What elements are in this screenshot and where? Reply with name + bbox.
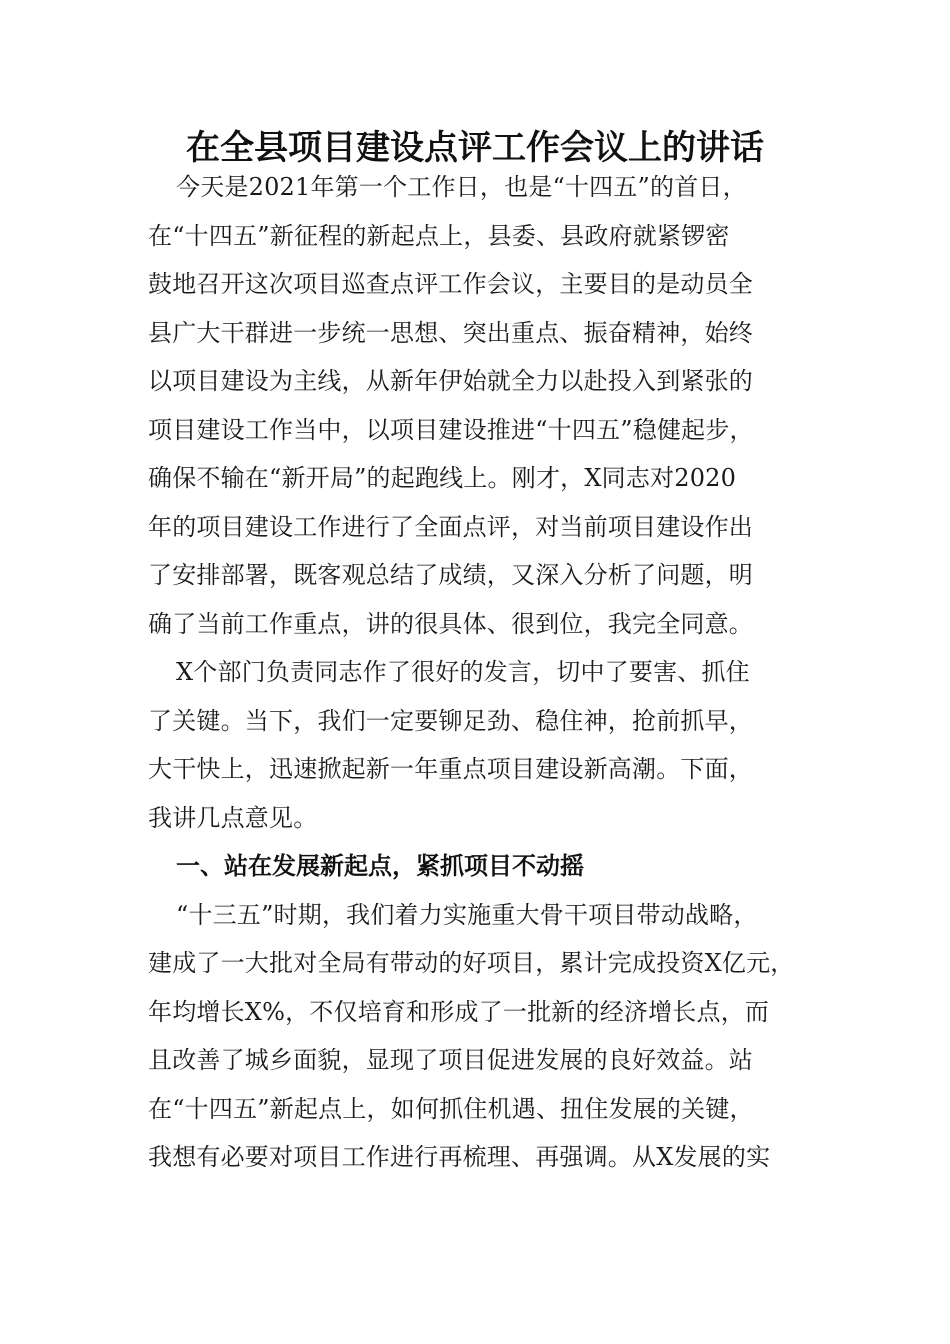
section-1-heading: 一、站在发展新起点，紧抓项目不动摇 [176, 852, 584, 880]
paragraph-1-line-8: 年的项目建设工作进行了全面点评，对当前项目建设作出 [148, 512, 753, 541]
paragraph-1-line-1: 今天是2021年第一个工作日，也是“十四五”的首日， [176, 173, 747, 201]
paragraph-1-line-4: 县广大干群进一步统一思想、突出重点、振奋精神，始终 [148, 318, 753, 347]
paragraph-1-line-5: 以项目建设为主线，从新年伊始就全力以赴投入到紧张的 [148, 367, 753, 395]
paragraph-3-line-2: 建成了一大批对全局有带动的好项目，累计完成投资X亿元， [148, 949, 795, 977]
paragraph-1-line-7: 确保不输在“新开局”的起跑线上。刚才，X同志对2020 [148, 464, 737, 492]
document-title: 在全县项目建设点评工作会议上的讲话 [186, 128, 764, 168]
paragraph-3-line-5: 在“十四五”新起点上，如何抓住机遇、扭住发展的关键， [148, 1094, 754, 1123]
paragraph-1-line-3: 鼓地召开这次项目巡查点评工作会议，主要目的是动员全 [148, 270, 753, 298]
paragraph-3-line-3: 年均增长X%，不仅培育和形成了一批新的经济增长点，而 [148, 997, 770, 1026]
paragraph-3-line-1: “十三五”时期，我们着力实施重大骨干项目带动战略， [176, 900, 758, 929]
paragraph-1-line-2: 在“十四五”新征程的新起点上，县委、县政府就紧锣密 [148, 221, 730, 250]
paragraph-2-line-2: 了关键。当下，我们一定要铆足劲、稳住神，抢前抓早， [148, 706, 753, 735]
paragraph-2-line-1: X个部门负责同志作了很好的发言，切中了要害、抓住 [176, 658, 750, 686]
paragraph-1-line-9: 了安排部署，既客观总结了成绩，又深入分析了问题，明 [148, 561, 753, 589]
paragraph-3-line-4: 且改善了城乡面貌，显现了项目促进发展的良好效益。站 [148, 1046, 753, 1074]
paragraph-1-line-10: 确了当前工作重点，讲的很具体、很到位，我完全同意。 [148, 609, 753, 638]
paragraph-2-line-3: 大干快上，迅速掀起新一年重点项目建设新高潮。下面， [148, 755, 753, 783]
paragraph-2-line-4: 我讲几点意见。 [148, 803, 318, 832]
paragraph-1-line-6: 项目建设工作当中，以项目建设推进“十四五”稳健起步， [148, 415, 754, 444]
paragraph-3-line-6: 我想有必要对项目工作进行再梳理、再强调。从X发展的实 [148, 1143, 771, 1171]
